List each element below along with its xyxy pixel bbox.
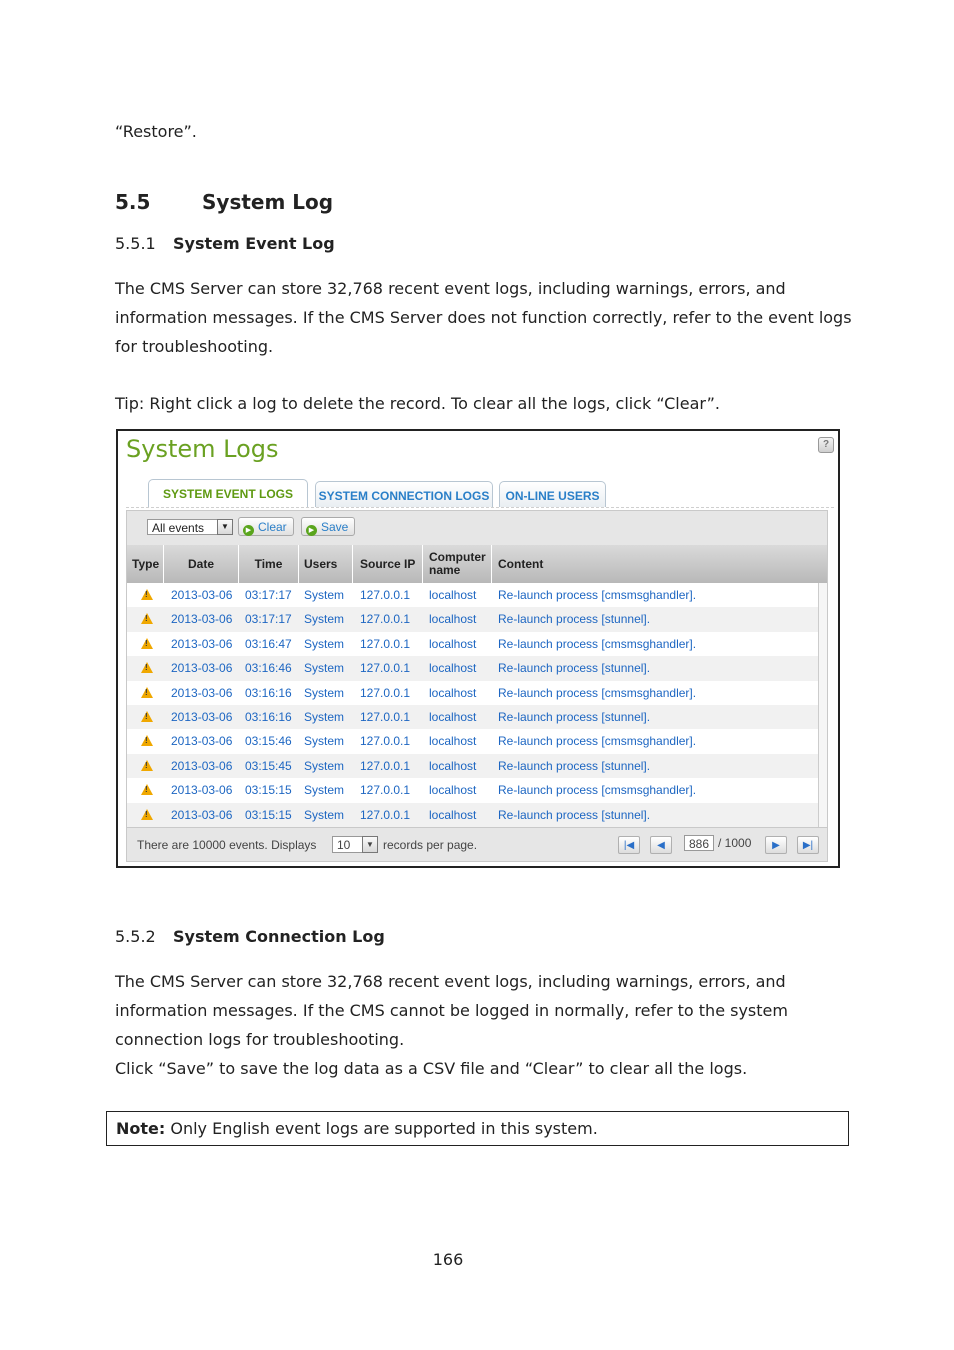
table-row[interactable] [127,656,819,680]
subsection-heading-connection-log [115,927,385,946]
cell-source-ip: 127.0.0.1 [360,734,411,749]
cell-computer-name: localhost [429,612,477,627]
event-log-panel [126,510,828,862]
table-row[interactable] [127,705,819,729]
cell-source-ip: 127.0.0.1 [360,636,411,651]
prev-page-icon[interactable]: ◀ [650,836,672,854]
cell-computer-name: localhost [429,783,477,798]
warning-icon [141,735,153,746]
system-logs-title: System Logs [126,435,279,463]
column-source-ip[interactable]: Source IP [353,545,423,583]
table-header [127,545,827,583]
event-filter-select[interactable] [147,519,233,535]
column-content[interactable]: Content [498,556,544,571]
cell-computer-name: localhost [429,661,477,676]
cell-date: 2013-03-06 [171,661,233,676]
cell-content: Re-launch process [cmsmsghandler]. [498,685,697,700]
column-date[interactable]: Date [164,545,239,583]
table-row[interactable] [127,681,819,705]
event-filter-value: All events [152,521,205,535]
cell-user: System [304,710,345,724]
restore-text: “Restore”. [115,122,197,141]
cell-user: System [304,783,345,798]
cell-time: 03:17:17 [245,612,292,627]
table-row[interactable] [127,803,819,827]
cell-time: 03:16:16 [245,685,292,700]
tab-system-connection-logs[interactable]: SYSTEM CONNECTION LOGS [315,481,493,507]
cell-time: 03:16:16 [245,710,292,724]
cell-source-ip: 127.0.0.1 [360,685,411,700]
subsection-heading-event-log [115,234,335,253]
table-row[interactable] [127,729,819,753]
cell-source-ip: 127.0.0.1 [360,758,411,773]
cell-time: 03:15:46 [245,734,292,749]
events-count-text: There are 10000 events. Displays [137,838,317,852]
cell-date: 2013-03-06 [171,758,233,773]
cell-source-ip: 127.0.0.1 [360,710,411,724]
cell-content: Re-launch process [cmsmsghandler]. [498,588,697,602]
subsection-number: 5.5.1 [115,234,156,253]
cell-user: System [304,758,345,773]
cell-source-ip: 127.0.0.1 [360,783,411,798]
table-row[interactable] [127,778,819,802]
column-time[interactable]: Time [239,545,299,583]
cell-computer-name: localhost [429,734,477,749]
connection-log-paragraph [115,967,855,1083]
subsection-title: System Connection Log [173,927,385,946]
cell-user: System [304,612,345,627]
cell-source-ip: 127.0.0.1 [360,612,411,627]
cell-date: 2013-03-06 [171,685,233,700]
note-box [106,1111,849,1146]
cell-date: 2013-03-06 [171,783,233,798]
help-icon[interactable]: ? [818,437,834,453]
cell-time: 03:17:17 [245,588,292,602]
cell-date: 2013-03-06 [171,734,233,749]
cell-content: Re-launch process [stunnel]. [498,758,651,773]
cell-content: Re-launch process [cmsmsghandler]. [498,783,697,798]
warning-icon [141,662,153,673]
cell-date: 2013-03-06 [171,710,233,724]
connection-log-text: The CMS Server can store 32,768 recent event logs, including warnings, errors, and information messages. If the CMS cannot be logged in normally, refer to the system connection logs for troubleshooting. [115,972,788,1049]
cell-content: Re-launch process [cmsmsghandler]. [498,734,697,749]
cell-user: System [304,588,345,602]
tab-divider [126,507,834,508]
warning-icon [141,638,153,649]
table-row[interactable] [127,754,819,778]
clear-label: Clear [258,520,287,534]
tab-online-users[interactable]: ON-LINE USERS [499,481,606,507]
warning-icon [141,711,153,722]
cell-user: System [304,734,345,749]
last-page-icon[interactable]: ▶| [797,836,819,854]
tip-text: Tip: Right click a log to delete the record. To clear all the logs, click “Clear”. [115,394,720,413]
chevron-down-icon[interactable]: ▼ [217,519,233,535]
warning-icon [141,809,153,820]
save-label: Save [321,520,349,534]
warning-icon [141,784,153,795]
table-row[interactable] [127,583,819,607]
section-heading [115,190,333,214]
section-title: System Log [202,190,334,214]
cell-time: 03:15:45 [245,758,292,773]
save-button[interactable] [301,517,355,536]
first-page-icon[interactable]: |◀ [618,836,640,854]
cell-computer-name: localhost [429,588,477,602]
column-computer-name[interactable]: Computer name [423,545,492,583]
cell-date: 2013-03-06 [171,588,233,602]
cell-computer-name: localhost [429,685,477,700]
cell-user: System [304,685,345,700]
cell-user: System [304,636,345,651]
cell-user: System [304,807,345,822]
current-page-input[interactable]: 886 [684,835,714,851]
tab-system-event-logs[interactable]: SYSTEM EVENT LOGS [148,479,308,508]
cell-content: Re-launch process [stunnel]. [498,710,651,724]
cell-content: Re-launch process [stunnel]. [498,661,651,676]
subsection-title: System Event Log [173,234,335,253]
total-pages: / 1000 [718,836,752,850]
cell-source-ip: 127.0.0.1 [360,807,411,822]
cell-user: System [304,661,345,676]
cell-source-ip: 127.0.0.1 [360,661,411,676]
save-clear-text: Click “Save” to save the log data as a CSV file and “Clear” to clear all the logs. [115,1059,748,1078]
cell-time: 03:16:47 [245,636,292,651]
chevron-down-icon[interactable]: ▼ [362,836,378,853]
cell-computer-name: localhost [429,636,477,651]
cell-time: 03:16:46 [245,661,292,676]
warning-icon [141,613,153,624]
cell-date: 2013-03-06 [171,807,233,822]
warning-icon [141,760,153,771]
note-text: Only English event logs are supported in this system. [165,1119,598,1138]
warning-icon [141,687,153,698]
cell-source-ip: 127.0.0.1 [360,588,411,602]
cell-computer-name: localhost [429,710,477,724]
cell-date: 2013-03-06 [171,636,233,651]
cell-time: 03:15:15 [245,807,292,822]
records-per-page-text: records per page. [383,838,478,852]
records-per-page-select[interactable] [332,836,378,853]
column-users[interactable]: Users [299,545,353,583]
page-number: 166 [432,1250,464,1269]
cell-content: Re-launch process [stunnel]. [498,807,651,822]
section-number: 5.5 [115,190,151,214]
next-page-icon[interactable]: ▶ [765,836,787,854]
toolbar [127,511,827,545]
event-log-paragraph: The CMS Server can store 32,768 recent event logs, including warnings, errors, and information messages. If the CMS Server does not function correctly, refer to the event logs for troubleshooting. [115,279,852,356]
play-icon: ▶ [243,525,254,536]
table-footer [127,827,827,862]
vertical-scrollbar[interactable] [818,583,827,827]
clear-button[interactable] [238,517,294,536]
table-row[interactable] [127,632,819,656]
cell-time: 03:15:15 [245,783,292,798]
cell-content: Re-launch process [cmsmsghandler]. [498,636,697,651]
table-row[interactable] [127,607,819,631]
column-type[interactable]: Type [127,545,164,583]
play-icon: ▶ [306,525,317,536]
subsection-number: 5.5.2 [115,927,156,946]
cell-date: 2013-03-06 [171,612,233,627]
records-per-page-value: 10 [337,838,351,852]
warning-icon [141,589,153,600]
cell-content: Re-launch process [stunnel]. [498,612,651,627]
note-label: Note: [116,1119,166,1138]
cell-computer-name: localhost [429,758,477,773]
system-logs-screenshot [116,429,840,868]
cell-computer-name: localhost [429,807,477,822]
